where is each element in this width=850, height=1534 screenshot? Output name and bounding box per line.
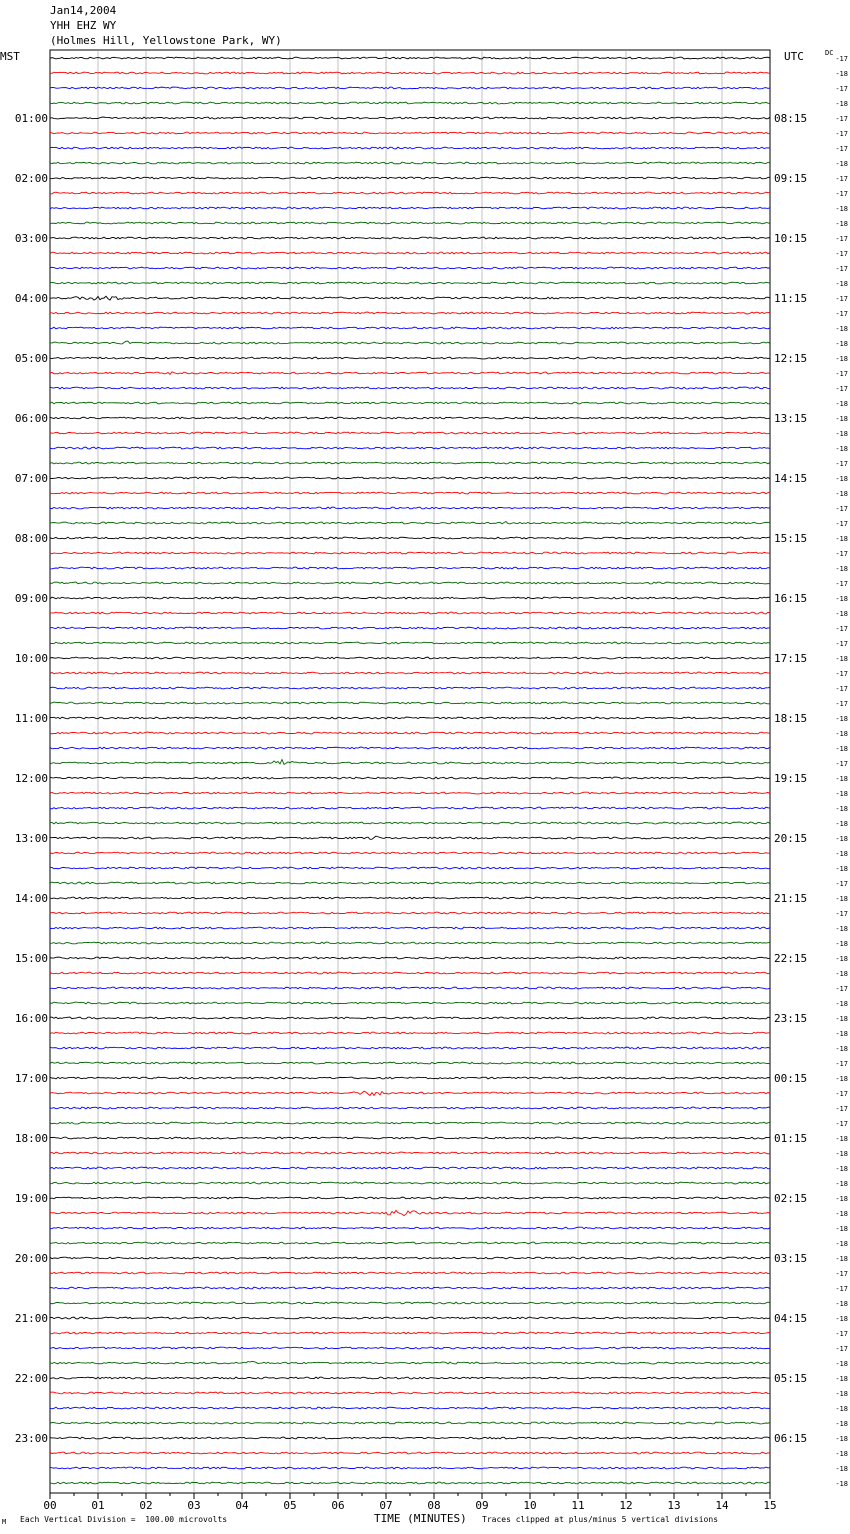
dc-offset-label-88: -18 xyxy=(835,1375,848,1383)
hour-label-right-4: 11:15 xyxy=(774,292,808,305)
trace-5 xyxy=(50,132,770,134)
trace-64 xyxy=(50,1017,770,1019)
trace-2 xyxy=(50,87,770,89)
dc-offset-label-51: -18 xyxy=(835,820,848,828)
dc-offset-label-2: -17 xyxy=(835,85,848,93)
x-tick-label-0: 00 xyxy=(43,1499,57,1512)
dc-offset-label-44: -18 xyxy=(835,715,848,723)
dc-offset-label-53: -18 xyxy=(835,850,848,858)
dc-offset-label-24: -18 xyxy=(835,415,848,423)
trace-22 xyxy=(50,387,770,389)
dc-offset-label-73: -18 xyxy=(835,1150,848,1158)
trace-38 xyxy=(50,627,770,629)
trace-69 xyxy=(50,1091,770,1095)
hour-label-left-6: 06:00 xyxy=(14,412,48,425)
trace-58 xyxy=(50,927,770,929)
hour-label-right-17: 00:15 xyxy=(774,1072,808,1085)
trace-17 xyxy=(50,312,770,314)
dc-offset-label-89: -18 xyxy=(835,1390,848,1398)
dc-offset-label-42: -17 xyxy=(835,685,848,693)
left-timezone-label: MST xyxy=(0,50,20,63)
dc-offset-label-40: -18 xyxy=(835,655,848,663)
dc-offset-label-90: -18 xyxy=(835,1405,848,1413)
station-label: YHH EHZ WY xyxy=(50,19,117,32)
dc-offset-label-35: -17 xyxy=(835,580,848,588)
x-tick-label-15: 15 xyxy=(763,1499,777,1512)
x-tick-label-13: 13 xyxy=(667,1499,681,1512)
dc-offset-label-66: -18 xyxy=(835,1045,848,1053)
trace-41 xyxy=(50,672,770,674)
dc-offset-label-59: -18 xyxy=(835,940,848,948)
hour-label-right-20: 03:15 xyxy=(774,1252,808,1265)
trace-18 xyxy=(50,327,770,329)
dc-offset-label-65: -18 xyxy=(835,1030,848,1038)
date-label: Jan14,2004 xyxy=(50,4,117,17)
hour-label-left-10: 10:00 xyxy=(14,652,48,665)
trace-89 xyxy=(50,1392,770,1394)
trace-46 xyxy=(50,747,770,749)
trace-81 xyxy=(50,1272,770,1274)
dc-offset-label-9: -17 xyxy=(835,190,848,198)
trace-71 xyxy=(50,1122,770,1124)
hour-label-right-15: 22:15 xyxy=(774,952,808,965)
hour-label-right-7: 14:15 xyxy=(774,472,808,485)
trace-28 xyxy=(50,477,770,479)
trace-11 xyxy=(50,222,770,224)
trace-76 xyxy=(50,1197,770,1199)
dc-offset-label-68: -18 xyxy=(835,1075,848,1083)
hour-label-left-22: 22:00 xyxy=(14,1372,48,1385)
trace-83 xyxy=(50,1302,770,1304)
trace-0 xyxy=(50,57,770,59)
dc-offset-label-11: -18 xyxy=(835,220,848,228)
hour-label-right-23: 06:15 xyxy=(774,1432,808,1445)
hour-label-right-8: 15:15 xyxy=(774,532,808,545)
dc-offset-label-76: -18 xyxy=(835,1195,848,1203)
hour-label-left-9: 09:00 xyxy=(14,592,48,605)
clip-text: Traces clipped at plus/minus 5 vertical divisions xyxy=(482,1515,719,1524)
dc-offset-label-48: -18 xyxy=(835,775,848,783)
dc-label: DC xyxy=(825,49,834,57)
trace-32 xyxy=(50,537,770,539)
trace-86 xyxy=(50,1347,770,1349)
hour-label-left-1: 01:00 xyxy=(14,112,48,125)
trace-30 xyxy=(50,507,770,509)
dc-offset-label-82: -17 xyxy=(835,1285,848,1293)
dc-offset-label-14: -17 xyxy=(835,265,848,273)
dc-offset-label-74: -18 xyxy=(835,1165,848,1173)
dc-offset-label-49: -18 xyxy=(835,790,848,798)
dc-offset-label-15: -18 xyxy=(835,280,848,288)
x-tick-label-7: 07 xyxy=(379,1499,393,1512)
dc-offset-label-12: -17 xyxy=(835,235,848,243)
dc-offset-label-41: -17 xyxy=(835,670,848,678)
dc-offset-label-64: -18 xyxy=(835,1015,848,1023)
hour-label-right-18: 01:15 xyxy=(774,1132,808,1145)
trace-39 xyxy=(50,642,770,644)
hour-label-right-10: 17:15 xyxy=(774,652,808,665)
dc-offset-label-45: -18 xyxy=(835,730,848,738)
dc-offset-label-34: -18 xyxy=(835,565,848,573)
trace-1 xyxy=(50,72,770,74)
hour-label-right-14: 21:15 xyxy=(774,892,808,905)
trace-55 xyxy=(50,882,770,884)
x-tick-label-14: 14 xyxy=(715,1499,729,1512)
trace-26 xyxy=(50,447,770,449)
x-tick-label-6: 06 xyxy=(331,1499,345,1512)
x-axis-title: TIME (MINUTES) xyxy=(374,1512,467,1525)
trace-68 xyxy=(50,1077,770,1079)
dc-offset-label-83: -18 xyxy=(835,1300,848,1308)
trace-57 xyxy=(50,912,770,914)
trace-88 xyxy=(50,1377,770,1379)
hour-label-right-5: 12:15 xyxy=(774,352,808,365)
dc-offset-label-13: -17 xyxy=(835,250,848,258)
dc-offset-label-75: -18 xyxy=(835,1180,848,1188)
trace-93 xyxy=(50,1452,770,1454)
trace-79 xyxy=(50,1242,770,1244)
trace-91 xyxy=(50,1422,770,1424)
trace-59 xyxy=(50,942,770,944)
trace-45 xyxy=(50,732,770,734)
location-label: (Holmes Hill, Yellowstone Park, WY) xyxy=(50,34,282,47)
dc-offset-label-23: -18 xyxy=(835,400,848,408)
trace-16 xyxy=(50,296,770,300)
dc-offset-label-16: -17 xyxy=(835,295,848,303)
dc-offset-label-63: -18 xyxy=(835,1000,848,1008)
trace-20 xyxy=(50,357,770,359)
dc-offset-label-84: -18 xyxy=(835,1315,848,1323)
dc-offset-label-58: -18 xyxy=(835,925,848,933)
dc-offset-label-71: -17 xyxy=(835,1120,848,1128)
trace-60 xyxy=(50,957,770,959)
trace-29 xyxy=(50,492,770,494)
dc-offset-label-92: -18 xyxy=(835,1435,848,1443)
dc-offset-label-94: -18 xyxy=(835,1465,848,1473)
hour-label-left-12: 12:00 xyxy=(14,772,48,785)
trace-21 xyxy=(50,372,770,375)
plot-frame xyxy=(50,50,770,1493)
dc-offset-label-22: -17 xyxy=(835,385,848,393)
dc-offset-label-72: -18 xyxy=(835,1135,848,1143)
x-tick-label-4: 04 xyxy=(235,1499,249,1512)
dc-offset-label-1: -18 xyxy=(835,70,848,78)
x-tick-label-3: 03 xyxy=(187,1499,201,1512)
hour-label-right-11: 18:15 xyxy=(774,712,808,725)
dc-offset-label-19: -18 xyxy=(835,340,848,348)
trace-74 xyxy=(50,1167,770,1169)
trace-13 xyxy=(50,252,770,254)
hour-label-left-7: 07:00 xyxy=(14,472,48,485)
trace-3 xyxy=(50,102,770,104)
trace-67 xyxy=(50,1062,770,1064)
dc-offset-label-43: -17 xyxy=(835,700,848,708)
dc-offset-label-69: -17 xyxy=(835,1090,848,1098)
dc-offset-label-86: -17 xyxy=(835,1345,848,1353)
trace-95 xyxy=(50,1482,770,1484)
dc-offset-label-8: -17 xyxy=(835,175,848,183)
dc-offset-label-77: -18 xyxy=(835,1210,848,1218)
trace-53 xyxy=(50,852,770,854)
dc-offset-label-62: -17 xyxy=(835,985,848,993)
trace-23 xyxy=(50,402,770,404)
trace-94 xyxy=(50,1467,770,1469)
trace-54 xyxy=(50,867,770,869)
trace-40 xyxy=(50,657,770,659)
dc-offset-label-93: -18 xyxy=(835,1450,848,1458)
trace-77 xyxy=(50,1210,770,1215)
trace-78 xyxy=(50,1227,770,1229)
trace-4 xyxy=(50,117,770,119)
trace-72 xyxy=(50,1137,770,1139)
trace-24 xyxy=(50,417,770,419)
x-tick-label-1: 01 xyxy=(91,1499,105,1512)
dc-offset-label-67: -17 xyxy=(835,1060,848,1068)
trace-19 xyxy=(50,341,770,344)
dc-offset-label-61: -18 xyxy=(835,970,848,978)
trace-82 xyxy=(50,1287,770,1289)
hour-label-right-3: 10:15 xyxy=(774,232,808,245)
x-tick-label-11: 11 xyxy=(571,1499,585,1512)
trace-90 xyxy=(50,1407,770,1409)
trace-34 xyxy=(50,567,770,569)
hour-label-right-2: 09:15 xyxy=(774,172,808,185)
trace-65 xyxy=(50,1032,770,1034)
dc-offset-label-55: -17 xyxy=(835,880,848,888)
hour-label-left-2: 02:00 xyxy=(14,172,48,185)
trace-56 xyxy=(50,897,770,899)
dc-offset-label-37: -18 xyxy=(835,610,848,618)
dc-offset-label-91: -18 xyxy=(835,1420,848,1428)
dc-offset-label-4: -17 xyxy=(835,115,848,123)
hour-label-left-17: 17:00 xyxy=(14,1072,48,1085)
scale-mark: M xyxy=(2,1518,7,1526)
dc-offset-label-28: -18 xyxy=(835,475,848,483)
x-tick-label-12: 12 xyxy=(619,1499,633,1512)
dc-offset-label-47: -17 xyxy=(835,760,848,768)
trace-31 xyxy=(50,522,770,524)
hour-label-right-12: 19:15 xyxy=(774,772,808,785)
dc-offset-label-78: -18 xyxy=(835,1225,848,1233)
trace-61 xyxy=(50,972,770,974)
dc-offset-label-31: -17 xyxy=(835,520,848,528)
trace-8 xyxy=(50,177,770,179)
hour-label-right-13: 20:15 xyxy=(774,832,808,845)
hour-label-left-11: 11:00 xyxy=(14,712,48,725)
dc-offset-label-36: -18 xyxy=(835,595,848,603)
trace-6 xyxy=(50,147,770,149)
dc-offset-label-85: -17 xyxy=(835,1330,848,1338)
dc-offset-label-29: -18 xyxy=(835,490,848,498)
trace-35 xyxy=(50,582,770,584)
dc-offset-label-70: -17 xyxy=(835,1105,848,1113)
hour-label-right-1: 08:15 xyxy=(774,112,808,125)
dc-offset-label-32: -18 xyxy=(835,535,848,543)
dc-offset-label-26: -18 xyxy=(835,445,848,453)
hour-label-left-18: 18:00 xyxy=(14,1132,48,1145)
trace-50 xyxy=(50,807,770,809)
dc-offset-label-52: -18 xyxy=(835,835,848,843)
dc-offset-label-5: -17 xyxy=(835,130,848,138)
dc-offset-label-80: -18 xyxy=(835,1255,848,1263)
dc-offset-label-56: -18 xyxy=(835,895,848,903)
hour-label-left-21: 21:00 xyxy=(14,1312,48,1325)
trace-27 xyxy=(50,462,770,464)
dc-offset-label-95: -18 xyxy=(835,1480,848,1488)
x-tick-label-8: 08 xyxy=(427,1499,441,1512)
hour-label-left-20: 20:00 xyxy=(14,1252,48,1265)
hour-label-left-19: 19:00 xyxy=(14,1192,48,1205)
dc-offset-label-87: -18 xyxy=(835,1360,848,1368)
trace-36 xyxy=(50,597,770,599)
dc-offset-label-7: -18 xyxy=(835,160,848,168)
hour-label-left-23: 23:00 xyxy=(14,1432,48,1445)
trace-37 xyxy=(50,612,770,614)
trace-66 xyxy=(50,1047,770,1049)
hour-label-left-15: 15:00 xyxy=(14,952,48,965)
hour-label-left-5: 05:00 xyxy=(14,352,48,365)
trace-80 xyxy=(50,1257,770,1259)
trace-25 xyxy=(50,432,770,434)
trace-84 xyxy=(50,1317,770,1319)
hour-label-right-9: 16:15 xyxy=(774,592,808,605)
trace-43 xyxy=(50,702,770,704)
right-timezone-label: UTC xyxy=(784,50,804,63)
trace-70 xyxy=(50,1107,770,1109)
hour-label-left-3: 03:00 xyxy=(14,232,48,245)
dc-offset-label-79: -18 xyxy=(835,1240,848,1248)
trace-14 xyxy=(50,267,770,269)
dc-offset-label-54: -18 xyxy=(835,865,848,873)
hour-label-left-14: 14:00 xyxy=(14,892,48,905)
trace-7 xyxy=(50,162,770,164)
trace-62 xyxy=(50,987,770,989)
hour-label-right-21: 04:15 xyxy=(774,1312,808,1325)
trace-51 xyxy=(50,822,770,824)
trace-44 xyxy=(50,717,770,719)
hour-label-left-8: 08:00 xyxy=(14,532,48,545)
trace-73 xyxy=(50,1152,770,1154)
dc-offset-label-25: -18 xyxy=(835,430,848,438)
trace-9 xyxy=(50,192,770,194)
dc-offset-label-6: -17 xyxy=(835,145,848,153)
dc-offset-label-38: -17 xyxy=(835,625,848,633)
trace-52 xyxy=(50,836,770,839)
x-tick-label-2: 02 xyxy=(139,1499,153,1512)
hour-label-right-22: 05:15 xyxy=(774,1372,808,1385)
dc-offset-label-33: -17 xyxy=(835,550,848,558)
trace-10 xyxy=(50,207,770,209)
dc-offset-label-81: -17 xyxy=(835,1270,848,1278)
dc-offset-label-27: -17 xyxy=(835,460,848,468)
dc-offset-label-17: -17 xyxy=(835,310,848,318)
dc-offset-label-46: -18 xyxy=(835,745,848,753)
trace-47 xyxy=(50,759,770,764)
trace-85 xyxy=(50,1332,770,1334)
dc-offset-label-0: -17 xyxy=(835,55,848,63)
trace-12 xyxy=(50,237,770,239)
hour-label-left-13: 13:00 xyxy=(14,832,48,845)
trace-75 xyxy=(50,1182,770,1184)
hour-label-right-19: 02:15 xyxy=(774,1192,808,1205)
dc-offset-label-18: -18 xyxy=(835,325,848,333)
dc-offset-label-20: -18 xyxy=(835,355,848,363)
dc-offset-label-30: -17 xyxy=(835,505,848,513)
trace-92 xyxy=(50,1437,770,1439)
trace-15 xyxy=(50,282,770,284)
x-tick-label-9: 09 xyxy=(475,1499,489,1512)
dc-offset-label-57: -17 xyxy=(835,910,848,918)
dc-offset-label-3: -18 xyxy=(835,100,848,108)
x-tick-label-10: 10 xyxy=(523,1499,537,1512)
hour-label-right-16: 23:15 xyxy=(774,1012,808,1025)
dc-offset-label-60: -18 xyxy=(835,955,848,963)
dc-offset-label-39: -17 xyxy=(835,640,848,648)
hour-label-left-16: 16:00 xyxy=(14,1012,48,1025)
trace-48 xyxy=(50,777,770,779)
dc-offset-label-10: -18 xyxy=(835,205,848,213)
trace-42 xyxy=(50,687,770,689)
dc-offset-label-21: -17 xyxy=(835,370,848,378)
trace-49 xyxy=(50,792,770,794)
dc-offset-label-50: -18 xyxy=(835,805,848,813)
trace-33 xyxy=(50,552,770,554)
scale-text: Each Vertical Division = 100.00 microvolts xyxy=(20,1515,228,1524)
hour-label-right-6: 13:15 xyxy=(774,412,808,425)
x-tick-label-5: 05 xyxy=(283,1499,297,1512)
trace-87 xyxy=(50,1361,770,1364)
hour-label-left-4: 04:00 xyxy=(14,292,48,305)
trace-63 xyxy=(50,1002,770,1004)
